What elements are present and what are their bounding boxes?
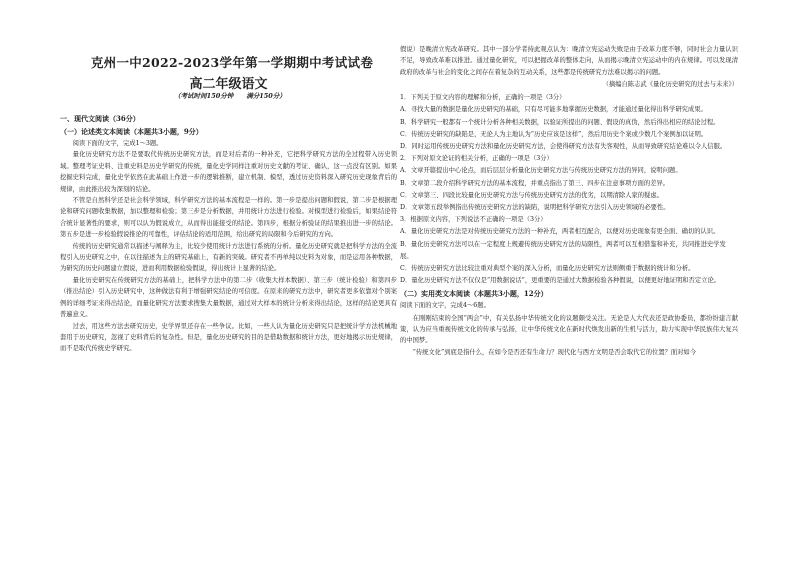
answer-option: B．量化历史研究方法可以在一定程度上规避传统历史研究方法的局限性，两者可以互相借鉴和补充，共同推进史学发展。	[400, 240, 726, 260]
reading-paragraph: 传统的历史研究通常以描述与阐释为主，比较少使用统计方法进行系统的分析。量化历史研究就是把科学方法的全流程引入历史研究之中，在以往描述为主的研究基础上，有新的突破。研究者不再单纯以史料为对象，而是运用各种数据，为研究的历史问题建立假说，进而利用数据检验假说，得出统计上显著的结论。	[60, 242, 397, 273]
reading-instruction: 阅读下面的文字，完成4～6题。	[400, 302, 490, 310]
reading-instruction: 阅读下面的文字，完成1～3题。	[72, 140, 163, 147]
reading-paragraph: 量化历史研究在传统研究方法的基础上，把科学方法中的第二步（收集大样本数据）、第三步（统计检验）和第四步（推出结论）引入历史研究中，这种做法有利于增强研究结论的可信度。在原来的研究方法中，研究者更多依靠对个别案例的详细考证来得出结论，而量化研究方法要求搜集大量数据，通过对大样本的统计分析来得出结论，这样的结论更具有普遍意义。	[60, 276, 397, 319]
reading-paragraph: 量化历史研究方法不是要取代传统历史研究方法，而是对后者的一种补充，它把科学研究方法的全过程带入历史领域。整理考证史料、注重史料是历史学研究的传统，量化史学同样注重对历史文献的考证、确认，这一点没有区别。如果挖掘史料完成，量化史学依然在此基础上作进一步的逻辑推断，建立机制、模型，透过历史资料深入研究历史现象背后的规律，由此推出较为深刻的结论。	[60, 151, 397, 193]
answer-option: D．同时运用传统历史研究方法和量化历史研究方法，会使得研究方法有失客观性，从而导致研究结论难以令人信服。	[400, 143, 727, 151]
answer-option: A．寻找大量的数据是量化历史研究的基础，只有尽可能多地掌握历史数据，才能通过量化得出科学研究成果。	[400, 106, 707, 114]
answer-option: C．传统历史研究的缺陷是，无论人为主地认为“历史应该是这样”，然后用历史个案或少数几个案例加以证明。	[400, 130, 708, 138]
reading-paragraph: 过去，用这些方法去研究历史，史学界里还存在一些争议。比如，一些人认为量化历史研究只是把统计学方法机械地套用于历史研究，忽视了史料背后的复杂性。但是，量化历史研究的目的是借助数据和统计方法，更好地揭示历史规律，而不是取代传统史学研究。	[60, 322, 397, 353]
source-citation: （摘编自陈志武《量化历史研究的过去与未来》）	[602, 81, 738, 89]
answer-option: C．文章第三、四段比较量化历史研究方法与传统历史研究方法的优劣，以期清除人家的疑虑。	[400, 191, 663, 199]
right-body	[400, 44, 738, 358]
reading-paragraph: 假说）是晚清立宪改革研究。其中一部分学者持此观点认为：晚清立宪运动失败是由于改革力度不够，同时社会力量认识不足，导致改革难以推进。通过量化研究，可以把握改革的整体走向，从而揭示晚清立宪运动中的内在规律。可以发现清政府的改革与社会的变化之间存在着复杂的互动关系，这些都是传统研究方法难以揭示的问题。	[400, 46, 738, 76]
reading-paragraph: 在刚刚结束的全国“两会”中，有关弘扬中华传统文化的议题颇受关注。无论是人大代表还是政协委员，都纷纷建言献策，认为应当重视传统文化的传承与弘扬，让中华传统文化在新时代焕发出新的生机与活力，助力实现中华民族伟大复兴的中国梦。	[400, 314, 738, 345]
answer-option: D．文章第五段举例指出传统历史研究方法的缺陷，说明把科学研究方法引入历史领域的必要性。	[400, 204, 670, 212]
subsection-heading: （一）论述类文本阅读（本题共3小题，9分）	[60, 127, 203, 136]
answer-option: A．量化历史研究方法是对传统历史研究方法的一种补充，两者相互配合，以便对历史现象有更全面、确切的认识。	[400, 228, 720, 236]
section-heading: 一、现代文阅读（36分）	[60, 114, 140, 123]
answer-option: B．科学研究一般都有一个统计分析各种相关数据，以验证所提出的问题、假设的真伪，然后得出相应的结论过程。	[400, 118, 720, 126]
left-body	[60, 112, 397, 355]
question-stem: 2．下列对原文论证的相关分析，正确的一项是（3分）	[400, 155, 553, 163]
answer-option: C．传统历史研究方法比较注重对典型个案的深入分析，而量化历史研究方法则侧重于数据的统计和分析。	[400, 265, 695, 273]
subsection-heading: （二）实用类文本阅读（本题共3小题，12分）	[400, 289, 548, 299]
question-stem: 3．根据原文内容，下列说法不正确的一项是（3分）	[400, 216, 547, 224]
question-stem: 1．下列关于原文内容的理解和分析，正确的一项是（3分）	[400, 94, 566, 102]
answer-option: B．文章第二段介绍科学研究方法的基本流程，并重点指出了第三、四步在注意事项方面的差异。	[400, 179, 670, 187]
reading-paragraph: 不管是自然科学还是社会科学领域，科学研究方法的基本流程是一样的。第一步是提出问题和假说，第二步是根据理论和研究问题收集数据，加以整理和检验；第三步是分析数据，并用统计方法进行检验。对模型进行检验后，如果结论符合统计显著性的要求，则可以认为假说成立，从而得出能接受的结论。第四步，根据分析验证的结果推出进一步的结论。第五步是进一步检验假说推论的可靠性，评估结论的适用范围，给出研究的局限和今后研究的方向。	[60, 197, 397, 239]
exam-info: （考试时间150分钟 满分150分）	[174, 92, 286, 100]
exam-title: 克州一中2022-2023学年第一学期期中考试试卷	[90, 55, 374, 70]
answer-option: A．文章开篇提出中心论点，而后层层分析量化历史研究方法与传统历史研究方法的异同，说明问题。	[400, 167, 682, 175]
reading-paragraph: “传统文化”到底是指什么，在如今是否还有生命力？现代化与西方文明是否会取代它的位置？面对如今	[412, 348, 697, 356]
exam-subtitle: 高二年级语文	[189, 77, 268, 92]
answer-option: D．量化历史研究方法不仅仅是“用数据说话”，更重要的是通过大数据检验各种假说，以便更好地证明和否定立论。	[400, 277, 721, 285]
